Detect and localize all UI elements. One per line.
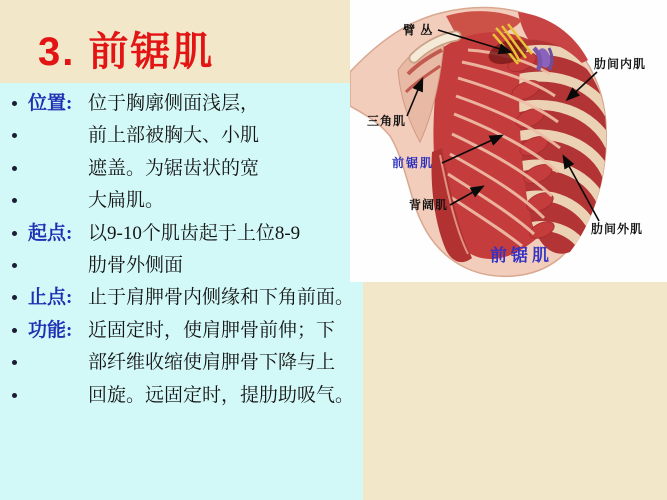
bullet-text: 肋骨外侧面 [88,254,184,276]
bullet-label: 起点: [28,222,73,244]
figure-label-serratus-anterior: 前锯肌 [392,156,435,170]
bullet-label: 功能: [28,319,73,341]
figure-caption: 前锯肌 [490,246,553,265]
bullet-text: 以9-10个肌齿起于上位8-9 [88,222,301,244]
bullet-text: 止于肩胛骨内侧缘和下角前面。 [88,287,355,309]
figure-label-external-intercostal: 肋间外肌 [591,222,644,236]
bullet-line [0,89,363,121]
bullet-line [0,219,363,251]
figure-label-deltoid: 三角肌 [367,114,407,128]
bullet-line [0,316,363,348]
bullet-line [0,154,363,186]
bullet-line [0,186,363,218]
bullet-text: 回旋。远固定时，提肋助吸气。 [88,384,355,406]
anatomy-illustration [350,0,667,282]
bullet-text: 遮盖。为锯齿状的宽 [88,157,260,179]
bullet-line [0,348,363,380]
bullet-text: 前上部被胸大、小肌 [88,125,260,147]
bullet-text: 近固定时，使肩胛骨前伸；下 [88,319,336,341]
page-title: 3. 前锯肌 [38,30,215,74]
bullet-line [0,251,363,283]
bullet-line [0,381,363,413]
bullet-line [0,283,363,315]
figure-label-latissimus-dorsi: 背阔肌 [409,198,449,212]
anatomy-figure-panel [350,0,667,282]
bullet-line [0,121,363,153]
bullet-text: 大扁肌。 [88,190,165,212]
bullet-text: 部纤维收缩使肩胛骨下降与上 [88,352,336,374]
bullet-label: 止点: [28,287,73,309]
bullet-text: 位于胸廓侧面浅层， [88,93,260,114]
bullet-label: 位置: [28,93,73,114]
figure-label-brachial-plexus: 臂 丛 [403,23,434,37]
bullet-textbox [0,83,363,500]
figure-label-internal-intercostal: 肋间内肌 [594,57,647,71]
